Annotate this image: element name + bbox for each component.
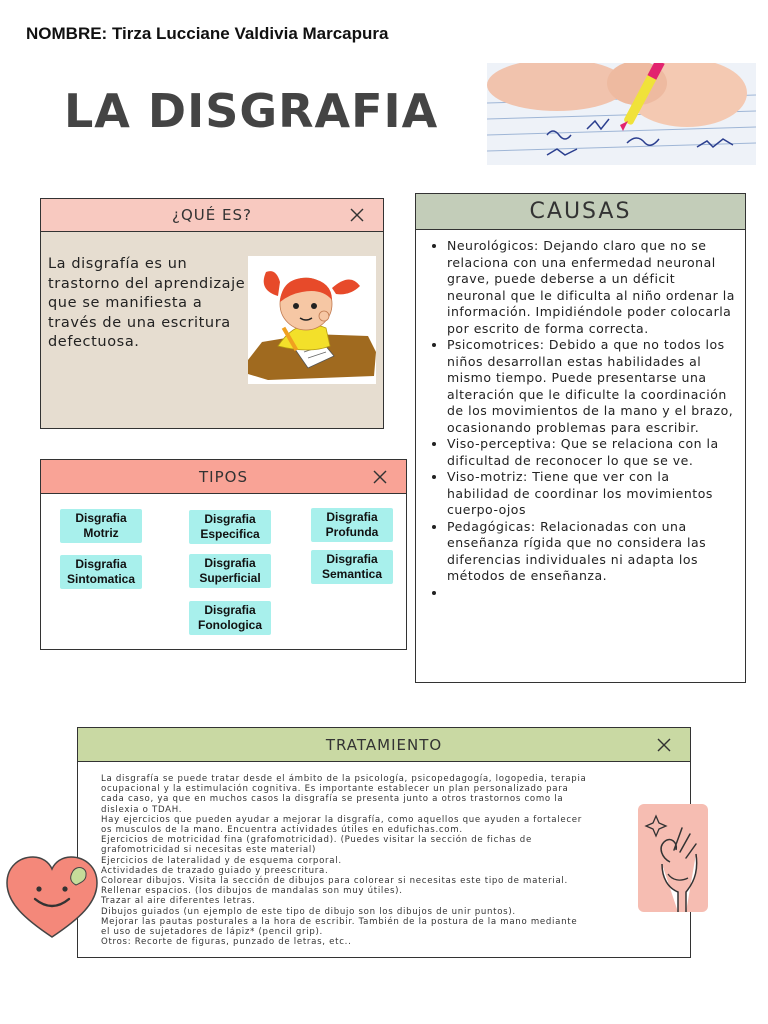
text-line: Rellenar espacios. (los dibujos de mandalas son muy útiles).	[101, 886, 403, 897]
close-icon[interactable]	[349, 207, 365, 223]
text-line: el uso de sujetadores de lápiz* (pencil grip).	[101, 927, 323, 938]
writing-hand-photo	[487, 63, 756, 165]
tipo-chip-sintomatica: Disgrafia Sintomatica	[60, 555, 142, 589]
tratamiento-text	[101, 774, 621, 947]
list-item: • Pedagógicas: Relacionadas con una enseñanza rígida que no considera las diferencias individuales ni adapta los métodos de enseñanza.	[447, 519, 735, 585]
list-item: • Psicomotrices: Debido a que no todos los niños desarrollan estas habilidades al mismo tiempo. Puede presentarse una alteración que le dificulte la coordinación de los movimientos de la mano y el brazo, ocasionando problemas para escribir.	[447, 337, 735, 436]
tratamiento-heading: TRATAMIENTO	[325, 735, 443, 754]
page-title: LA DISGRAFIA	[64, 84, 439, 138]
close-icon[interactable]	[656, 737, 672, 753]
text-line: Mejorar las pautas posturales a la hora de escribir. También de la postura de la mano mediante	[101, 916, 578, 927]
text-line: La disgrafía se puede tratar desde el ámbito de la psicología, psicopedagogía, logopedia, terapia	[101, 774, 587, 784]
student-name: NOMBRE: Tirza Lucciane Valdivia Marcapura	[26, 24, 389, 43]
causas-heading: CAUSAS	[529, 199, 632, 224]
que-es-text: La disgrafía es un trastorno del aprendizaje que se manifiesta a través de una escritura defectuosa.	[48, 256, 246, 351]
causas-header	[416, 194, 745, 230]
tipos-header	[41, 460, 406, 494]
tipo-chip-semantica: Disgrafia Semantica	[311, 550, 393, 584]
heart-smiley-icon	[5, 855, 99, 941]
text-line: Colorear dibujos. Visita la sección de dibujos para colorear si necesitas este tipo de material.	[101, 876, 568, 887]
text-line: Trazar al aire diferentes letras.	[101, 896, 256, 907]
text-line: ocupacional y la estimulación cognitiva. Es importante establecer un plan personalizado para	[101, 784, 569, 795]
text-line: os musculos de la mano. Encuentra actividades útiles en edufichas.com.	[101, 825, 463, 836]
list-item: • Viso-perceptiva: Que se relaciona con la dificultad de reconocer lo que se ve.	[447, 436, 735, 469]
text-line: Dibujos guiados (un ejemplo de este tipo de dibujo son los dibujos de unir puntos).	[101, 906, 516, 917]
tipo-chip-fonologica: Disgrafia Fonologica	[189, 601, 271, 635]
causas-card	[415, 193, 746, 683]
ok-hand-sparkle-icon	[638, 804, 708, 912]
text-line: Actividades de trazado guiado y preescritura.	[101, 865, 329, 876]
text-line: cada caso, ya que en muchos casos la disgrafía se presenta junto a otros trastornos como la	[101, 794, 564, 805]
tipo-chip-especifica: Disgrafia Especifica	[189, 510, 271, 544]
tratamiento-header	[78, 728, 690, 762]
tratamiento-card	[77, 727, 691, 958]
text-line: Ejercicios de lateralidad y de esquema corporal.	[101, 855, 342, 866]
tipo-chip-motriz: Disgrafia Motriz	[60, 509, 142, 543]
text-line: Hay ejercicios que pueden ayudar a mejorar la disgrafía, como aquellos que ayuden a fortalecer	[101, 814, 582, 825]
text-line: Otros: Recorte de figuras, punzado de letras, etc..	[101, 937, 352, 948]
causas-list	[416, 238, 745, 601]
list-item	[447, 585, 735, 602]
list-item: • Viso-motriz: Tiene que ver con la habilidad de coordinar los movimientos cuerpo-ojos	[447, 469, 735, 519]
tipo-chip-profunda: Disgrafia Profunda	[311, 508, 393, 542]
text-line: Ejercicios de motricidad fina (grafomotricidad). (Puedes visitar la sección de fichas de	[101, 835, 532, 846]
tipos-heading: TIPOS	[199, 467, 248, 486]
que-es-header	[41, 199, 383, 232]
close-icon[interactable]	[372, 469, 388, 485]
girl-writing-illustration	[248, 256, 376, 384]
text-line: dislexia o TDAH.	[101, 804, 183, 815]
que-es-heading: ¿QUÉ ES?	[172, 206, 252, 224]
tipos-card	[40, 459, 407, 650]
que-es-card	[40, 198, 384, 429]
text-line: grafomotricidad si necesitas este material)	[101, 845, 317, 856]
list-item: • Neurológicos: Dejando claro que no se relaciona con una enfermedad neuronal grave, puede deberse a un déficit neuronal que le dificulta al niño ordenar la información. Impidiéndole poder colocarla por escrito de forma correcta.	[447, 238, 735, 337]
tipo-chip-superficial: Disgrafia Superficial	[189, 554, 271, 588]
